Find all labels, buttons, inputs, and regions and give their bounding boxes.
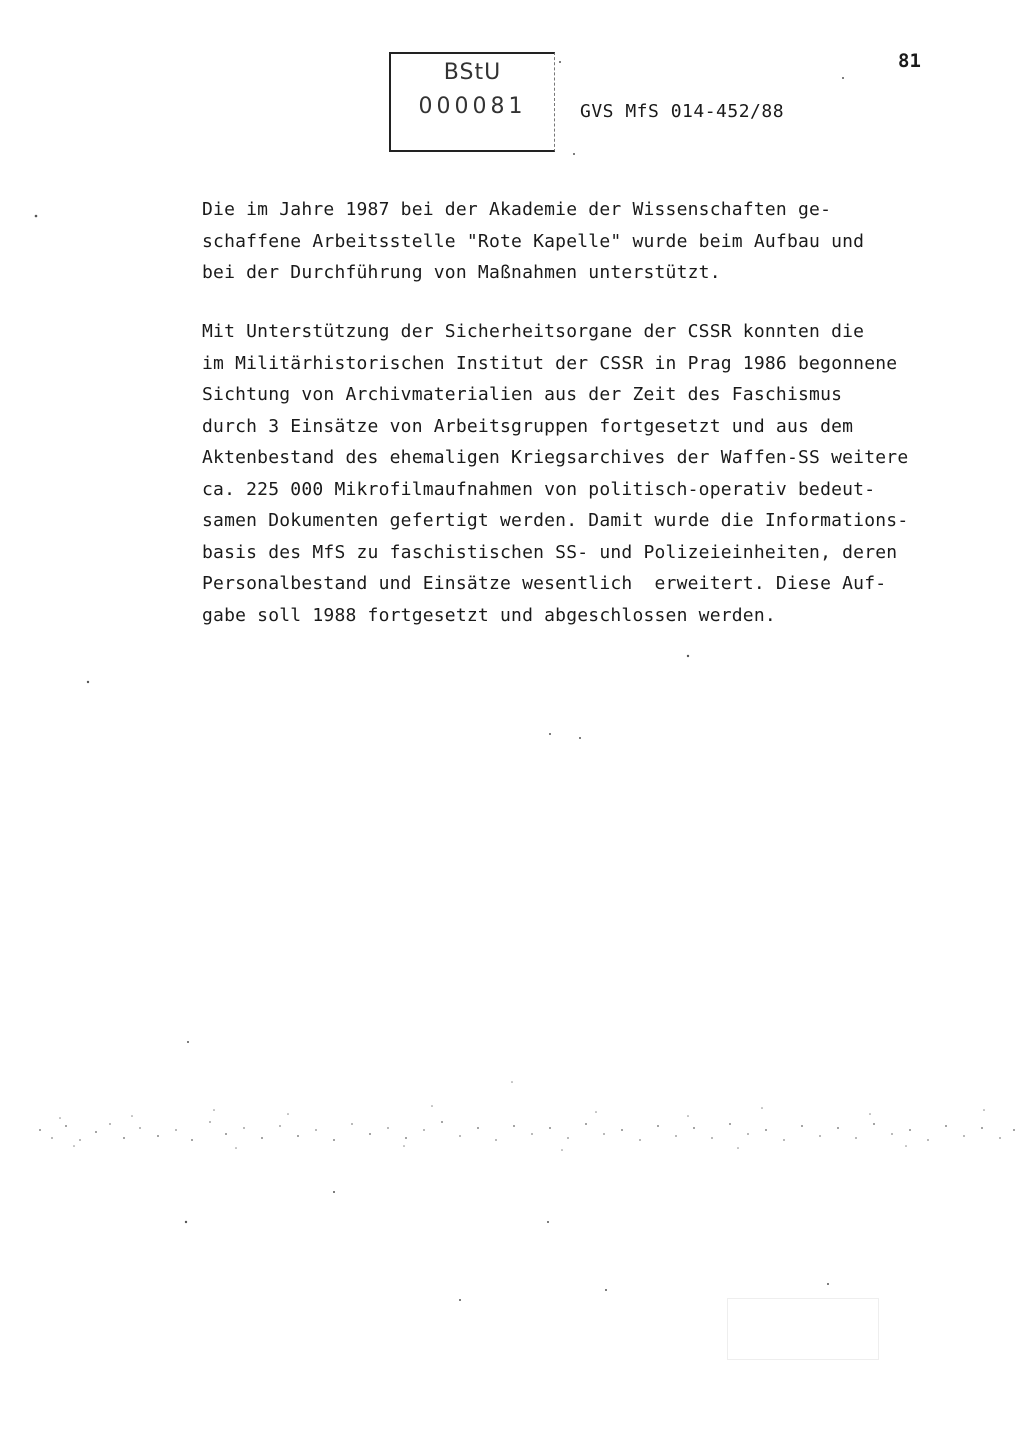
stamp-organization: BStU (443, 60, 502, 85)
text-line: Die im Jahre 1987 bei der Akademie der Wissenschaften ge- (202, 199, 832, 220)
text-line: im Militärhistorischen Institut der CSSR in Prag 1986 begonnene (202, 352, 898, 374)
text-line: Sichtung von Archivmaterialien aus der Zeit des Faschismus (202, 384, 843, 405)
text-line: basis des MfS zu faschistischen SS- und Polizeieinheiten, deren (202, 541, 898, 563)
archive-stamp (389, 52, 555, 152)
stamp-number: 000081 (418, 94, 527, 119)
text-line: ca. 225 000 Mikrofilmaufnahmen von politisch-operativ bedeut- (202, 478, 876, 500)
text-line: gabe soll 1988 fortgesetzt und abgeschlossen werden. (202, 604, 776, 626)
text-line: Personalbestand und Einsätze wesentlich erweitert. Diese Auf- (202, 573, 887, 594)
paragraph-2 (202, 316, 1022, 631)
paragraph-1 (202, 194, 1022, 289)
text-line: Mit Unterstützung der Sicherheitsorgane der CSSR konnten die (202, 321, 865, 342)
document-reference: GVS MfS 014-452/88 (580, 101, 785, 122)
text-line: Aktenbestand des ehemaligen Kriegsarchives der Waffen-SS weitere (202, 447, 909, 468)
text-line: bei der Durchführung von Maßnahmen unterstützt. (202, 262, 721, 283)
text-line: schaffene Arbeitsstelle "Rote Kapelle" wurde beim Aufbau und (202, 230, 865, 252)
text-line: samen Dokumenten gefertigt werden. Damit wurde die Informations- (202, 510, 909, 531)
text-line: durch 3 Einsätze von Arbeitsgruppen fortgesetzt und aus dem (202, 415, 854, 437)
page-number: 81 (898, 50, 921, 72)
faint-stamp-mark (727, 1298, 879, 1360)
